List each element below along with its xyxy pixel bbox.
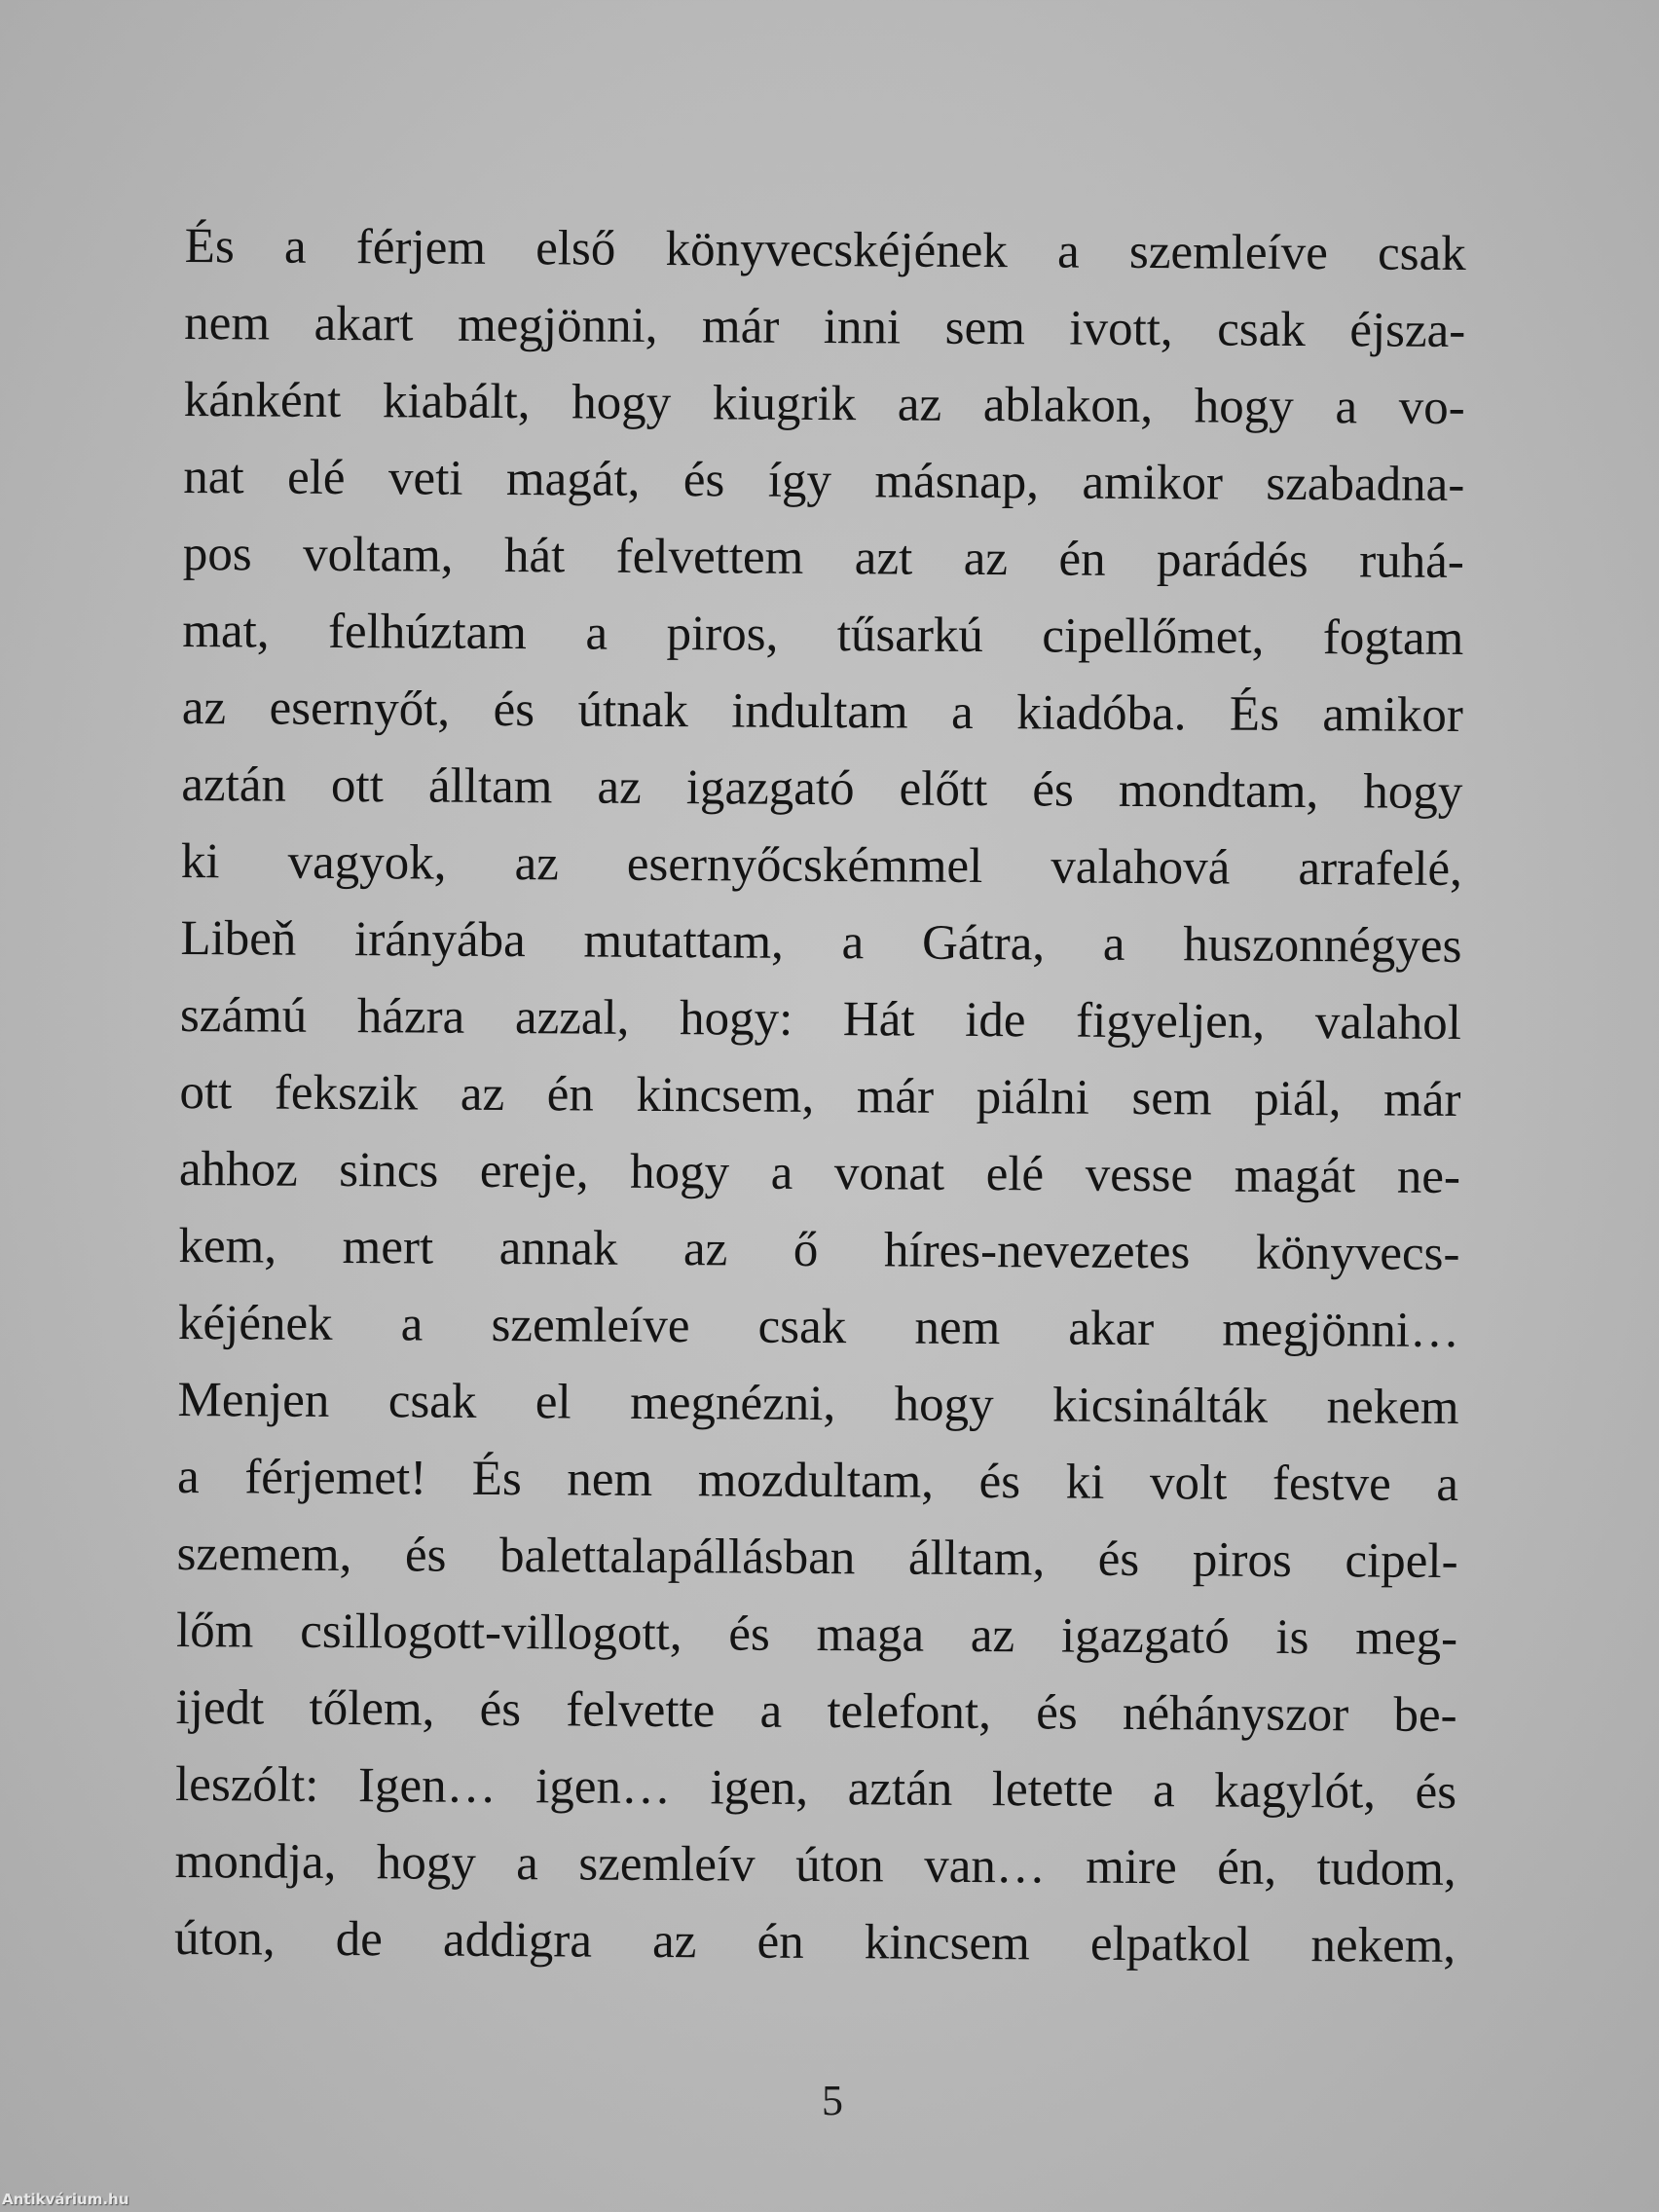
text-line: kánként kiabált, hogy kiugrik az ablakon, hogy a vo- xyxy=(183,372,1465,436)
page-number: 5 xyxy=(822,2077,843,2124)
text-line: nat elé veti magát, és így másnap, amikor szabadna- xyxy=(183,449,1465,513)
text-line: a férjemet! És nem mozdultam, és ki volt festve a xyxy=(176,1449,1459,1513)
text-line: Menjen csak el megnézni, hogy kicsinálták nekem xyxy=(177,1372,1459,1436)
watermark: Antikvárium.hu xyxy=(2,2191,129,2208)
text-line: mat, felhúztam a piros, tűsarkú cipellőmet, fogtam xyxy=(182,603,1464,667)
text-line: ijedt tőlem, és felvette a telefont, és néhányszor be- xyxy=(175,1679,1457,1744)
text-line: lőm csillogott-villogott, és maga az igazgató is meg- xyxy=(175,1603,1458,1667)
text-line: az esernyőt, és útnak indultam a kiadóba. És amikor xyxy=(181,680,1464,744)
text-line: ki vagyok, az esernyőcskémmel valahová arrafelé, xyxy=(180,833,1463,898)
text-line: ahhoz sincs ereje, hogy a vonat elé vesse magát ne- xyxy=(178,1141,1461,1205)
text-line: számú házra azzal, hogy: Hát ide figyeljen, valahol xyxy=(179,987,1462,1051)
text-line: pos voltam, hát felvettem azt az én parádés ruhá- xyxy=(182,526,1464,590)
text-line: szemem, és balettalapállásban álltam, és piros cipel- xyxy=(176,1526,1458,1590)
text-line: nem akart megjönni, már inni sem ivott, csak éjsza- xyxy=(184,295,1466,359)
text-line: úton, de addigra az én kincsem elpatkol nekem, xyxy=(173,1910,1456,1974)
text-line: mondja, hogy a szemleív úton van… mire én, tudom, xyxy=(174,1833,1456,1898)
body-text xyxy=(174,208,1466,1985)
text-line: kem, mert annak az ő híres-nevezetes könyvecs- xyxy=(178,1218,1460,1282)
text-line: leszólt: Igen… igen… igen, aztán letette a kagylót, és xyxy=(174,1756,1457,1821)
text-line: Libeň irányába mutattam, a Gátra, a huszonnégyes xyxy=(180,910,1462,975)
text-line: És a férjem első könyvecskéjének a szemleíve csak xyxy=(184,218,1466,282)
text-line: aztán ott álltam az igazgató előtt és mondtam, hogy xyxy=(181,756,1463,821)
text-line: kéjének a szemleíve csak nem akar megjönni… xyxy=(177,1295,1460,1359)
text-line: ott fekszik az én kincsem, már piálni sem piál, már xyxy=(179,1064,1461,1128)
